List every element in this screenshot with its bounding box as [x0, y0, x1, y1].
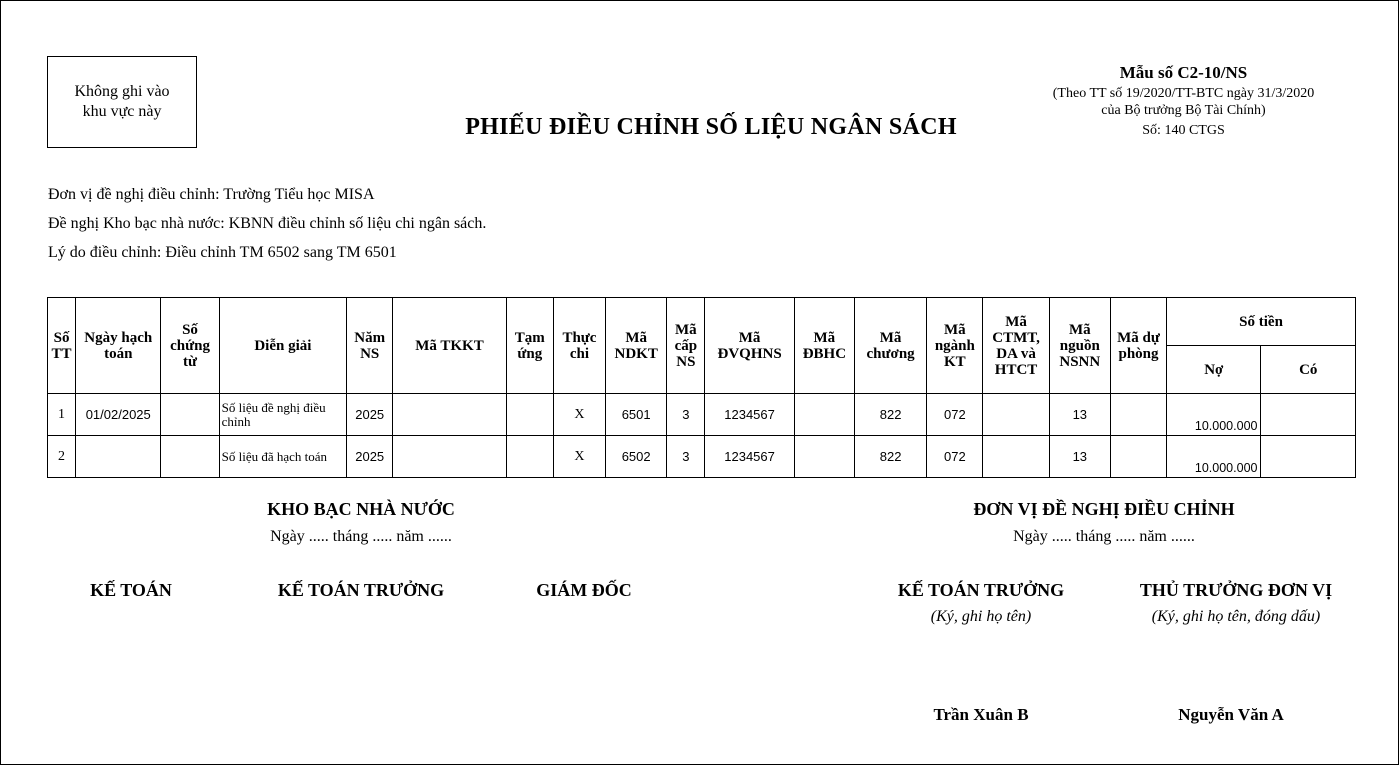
header-funding-source: Mã nguồn NSNN — [1049, 298, 1110, 394]
header-ctmt: Mã CTMT, DA và HTCT — [983, 298, 1049, 394]
cell-actual-spend: X — [553, 436, 605, 478]
cell-ctmt — [983, 436, 1049, 478]
header-stt: Số TT — [48, 298, 76, 394]
treasury-date: Ngày ..... tháng ..... năm ...... — [270, 528, 452, 545]
cell-stt: 2 — [48, 436, 76, 478]
cell-description: Số liệu đề nghị điều chỉnh — [219, 394, 346, 436]
info-unit: Đơn vị đề nghị điều chỉnh: Trường Tiểu học MISA — [48, 186, 375, 203]
unit-chief-accountant-note: (Ký, ghi họ tên) — [930, 608, 1032, 625]
header-debit: Nợ — [1167, 346, 1261, 394]
header-budget-year: Năm NS — [347, 298, 393, 394]
cell-funding-source: 13 — [1049, 436, 1110, 478]
cell-posting-date — [76, 436, 161, 478]
cell-ndkt: 6502 — [606, 436, 667, 478]
cell-budget-level: 3 — [667, 436, 705, 478]
unit-chief-accountant-role: KẾ TOÁN TRƯỞNG — [897, 580, 1065, 600]
header-amount: Số tiền — [1167, 298, 1356, 346]
no-write-box — [47, 56, 197, 148]
treasury-heading: KHO BẠC NHÀ NƯỚC — [267, 499, 455, 519]
unit-head-role: THỦ TRƯỞNG ĐƠN VỊ — [1139, 580, 1333, 600]
cell-debit: 10.000.000 — [1167, 436, 1261, 478]
header-description: Diễn giải — [219, 298, 346, 394]
header-chapter: Mã chương — [854, 298, 926, 394]
form-number: Số: 140 CTGS — [1142, 123, 1225, 138]
cell-stt: 1 — [48, 394, 76, 436]
cell-tkkt — [393, 436, 506, 478]
cell-credit — [1261, 436, 1356, 478]
table-row — [48, 436, 1356, 478]
cell-dvqhns: 1234567 — [705, 394, 794, 436]
header-advance: Tạm ứng — [506, 298, 553, 394]
unit-date: Ngày ..... tháng ..... năm ...... — [1013, 528, 1195, 545]
header-actual-spend: Thực chi — [553, 298, 605, 394]
cell-sector: 072 — [927, 436, 983, 478]
cell-budget-year: 2025 — [347, 436, 393, 478]
form-reference-line-2: của Bộ trưởng Bộ Tài Chính) — [1101, 103, 1266, 118]
header-ndkt: Mã NDKT — [606, 298, 667, 394]
cell-description: Số liệu đã hạch toán — [219, 436, 346, 478]
cell-advance — [506, 394, 553, 436]
cell-ndkt: 6501 — [606, 394, 667, 436]
form-code: Mẫu số C2-10/NS — [1119, 63, 1248, 82]
header-credit: Có — [1261, 346, 1356, 394]
info-reason: Lý do điều chỉnh: Điều chỉnh TM 6502 sang TM 6501 — [48, 244, 397, 261]
cell-dbhc — [794, 436, 854, 478]
treasury-chief-accountant-role: KẾ TOÁN TRƯỞNG — [277, 580, 445, 600]
no-write-box-text: Không ghi vào khu vực này — [74, 83, 170, 120]
header-dbhc: Mã ĐBHC — [794, 298, 854, 394]
adjustment-table — [47, 297, 1356, 478]
document-title: PHIẾU ĐIỀU CHỈNH SỐ LIỆU NGÂN SÁCH — [465, 114, 957, 140]
cell-posting-date: 01/02/2025 — [76, 394, 161, 436]
cell-advance — [506, 436, 553, 478]
cell-sector: 072 — [927, 394, 983, 436]
cell-dbhc — [794, 394, 854, 436]
cell-chapter: 822 — [854, 436, 926, 478]
cell-tkkt — [393, 394, 506, 436]
header-tkkt: Mã TKKT — [393, 298, 506, 394]
info-request: Đề nghị Kho bạc nhà nước: KBNN điều chỉnh số liệu chi ngân sách. — [48, 215, 487, 232]
cell-actual-spend: X — [553, 394, 605, 436]
cell-reserve — [1110, 394, 1166, 436]
cell-ctmt — [983, 394, 1049, 436]
treasury-director-role: GIÁM ĐỐC — [536, 580, 632, 600]
form-reference-line-1: (Theo TT số 19/2020/TT-BTC ngày 31/3/2020 — [1052, 86, 1315, 101]
unit-heading: ĐƠN VỊ ĐỀ NGHỊ ĐIỀU CHỈNH — [973, 499, 1235, 519]
cell-funding-source: 13 — [1049, 394, 1110, 436]
unit-head-name: Nguyễn Văn A — [1178, 705, 1284, 724]
header-budget-level: Mã cấp NS — [667, 298, 705, 394]
cell-debit: 10.000.000 — [1167, 394, 1261, 436]
unit-chief-accountant-name: Trần Xuân B — [933, 705, 1029, 724]
cell-budget-year: 2025 — [347, 394, 393, 436]
unit-head-note: (Ký, ghi họ tên, đóng dấu) — [1151, 608, 1321, 625]
cell-chapter: 822 — [854, 394, 926, 436]
header-reserve: Mã dự phòng — [1110, 298, 1166, 394]
table-row — [48, 394, 1356, 436]
cell-dvqhns: 1234567 — [705, 436, 794, 478]
cell-budget-level: 3 — [667, 394, 705, 436]
cell-voucher-number — [161, 394, 219, 436]
cell-credit — [1261, 394, 1356, 436]
header-sector: Mã ngành KT — [927, 298, 983, 394]
cell-voucher-number — [161, 436, 219, 478]
cell-reserve — [1110, 436, 1166, 478]
header-dvqhns: Mã ĐVQHNS — [705, 298, 794, 394]
form-code-block — [1011, 61, 1356, 141]
treasury-accountant-role: KẾ TOÁN — [90, 580, 172, 600]
header-voucher-number: Số chứng từ — [161, 298, 219, 394]
header-posting-date: Ngày hạch toán — [76, 298, 161, 394]
